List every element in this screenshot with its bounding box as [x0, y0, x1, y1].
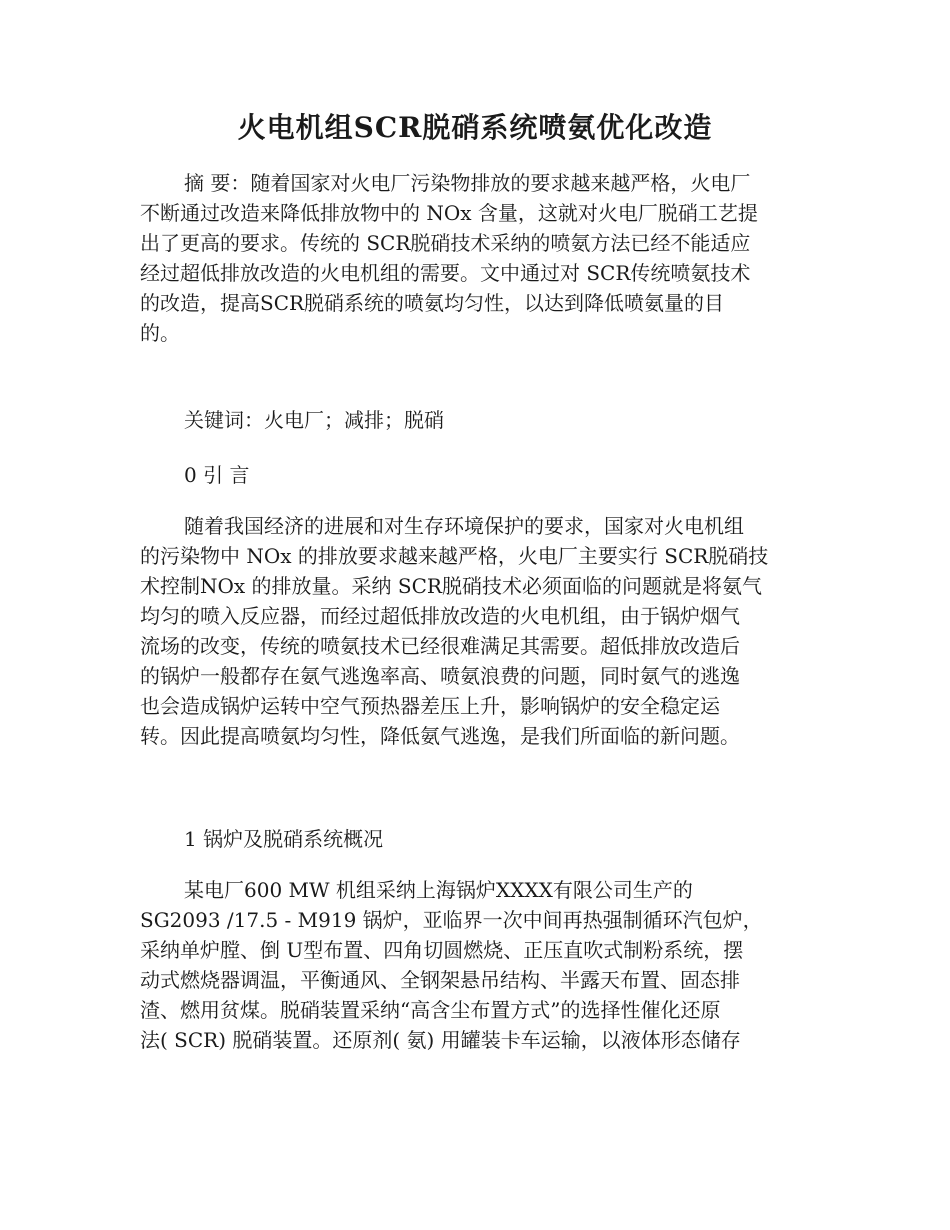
- abstract-line: 摘 要：随着国家对火电厂污染物排放的要求越来越严格，火电厂: [184, 171, 751, 195]
- section-1-line: 渣、燃用贫煤。脱硝装置采纳“高含尘布置方式”的选择性催化还原: [140, 998, 721, 1022]
- intro-line: 均匀的喷入反应器，而经过超低排放改造的火电机组，由于锅炉烟气: [140, 604, 740, 628]
- section-0-heading: [140, 460, 812, 490]
- abstract-paragraph: [140, 168, 812, 348]
- intro-line: 的污染物中 NOx 的排放要求越来越严格，火电厂主要实行 SCR脱硝技: [140, 544, 769, 568]
- section-heading-text: 1 锅炉及脱硝系统概况: [184, 827, 384, 851]
- section-1-line: 法( SCR) 脱硝装置。还原剂( 氨) 用罐装卡车运输，以液体形态储存: [140, 1028, 741, 1052]
- section-1-paragraph: [140, 875, 812, 1055]
- section-1-heading: [140, 824, 812, 854]
- abstract-line: 的。: [140, 321, 180, 345]
- document-title: 火电机组SCR脱硝系统喷氨优化改造: [237, 111, 713, 144]
- section-1-line: SG2093 /17.5 - M919 锅炉，亚临界一次中间再热强制循环汽包炉，: [140, 908, 763, 932]
- abstract-line: 出了更高的要求。传统的 SCR脱硝技术采纳的喷氨方法已经不能适应: [140, 231, 751, 255]
- intro-line: 转。因此提高喷氨均匀性，降低氨气逃逸，是我们所面临的新问题。: [140, 724, 740, 748]
- keywords-line: 关键词：火电厂；减排；脱硝: [184, 408, 444, 432]
- intro-line: 流场的改变，传统的喷氨技术已经很难满足其需要。超低排放改造后: [140, 634, 740, 658]
- section-1-line: 某电厂600 MW 机组采纳上海锅炉XXXX有限公司生产的: [184, 878, 693, 902]
- abstract-line: 不断通过改造来降低排放物中的 NOx 含量，这就对火电厂脱硝工艺提: [140, 201, 758, 225]
- abstract-line: 经过超低排放改造的火电机组的需要。文中通过对 SCR传统喷氨技术: [140, 261, 751, 285]
- section-1-line: 动式燃烧器调温，平衡通风、全钢架悬吊结构、半露天布置、固态排: [140, 968, 740, 992]
- section-1-line: 采纳单炉膛、倒 U型布置、四角切圆燃烧、正压直吹式制粉系统，摆: [140, 938, 744, 962]
- intro-line: 也会造成锅炉运转中空气预热器差压上升，影响锅炉的安全稳定运: [140, 694, 720, 718]
- abstract-line: 的改造，提高SCR脱硝系统的喷氨均匀性，以达到降低喷氨量的目: [140, 291, 725, 315]
- intro-line: 术控制NOx 的排放量。采纳 SCR脱硝技术必须面临的问题就是将氨气: [140, 574, 762, 598]
- intro-line: 随着我国经济的进展和对生存环境保护的要求，国家对火电机组: [184, 514, 744, 538]
- section-heading-text: 0 引 言: [184, 463, 250, 487]
- keywords-paragraph: [140, 405, 812, 435]
- intro-paragraph: [140, 511, 812, 751]
- intro-line: 的锅炉一般都存在氨气逃逸率高、喷氨浪费的问题，同时氨气的逃逸: [140, 664, 740, 688]
